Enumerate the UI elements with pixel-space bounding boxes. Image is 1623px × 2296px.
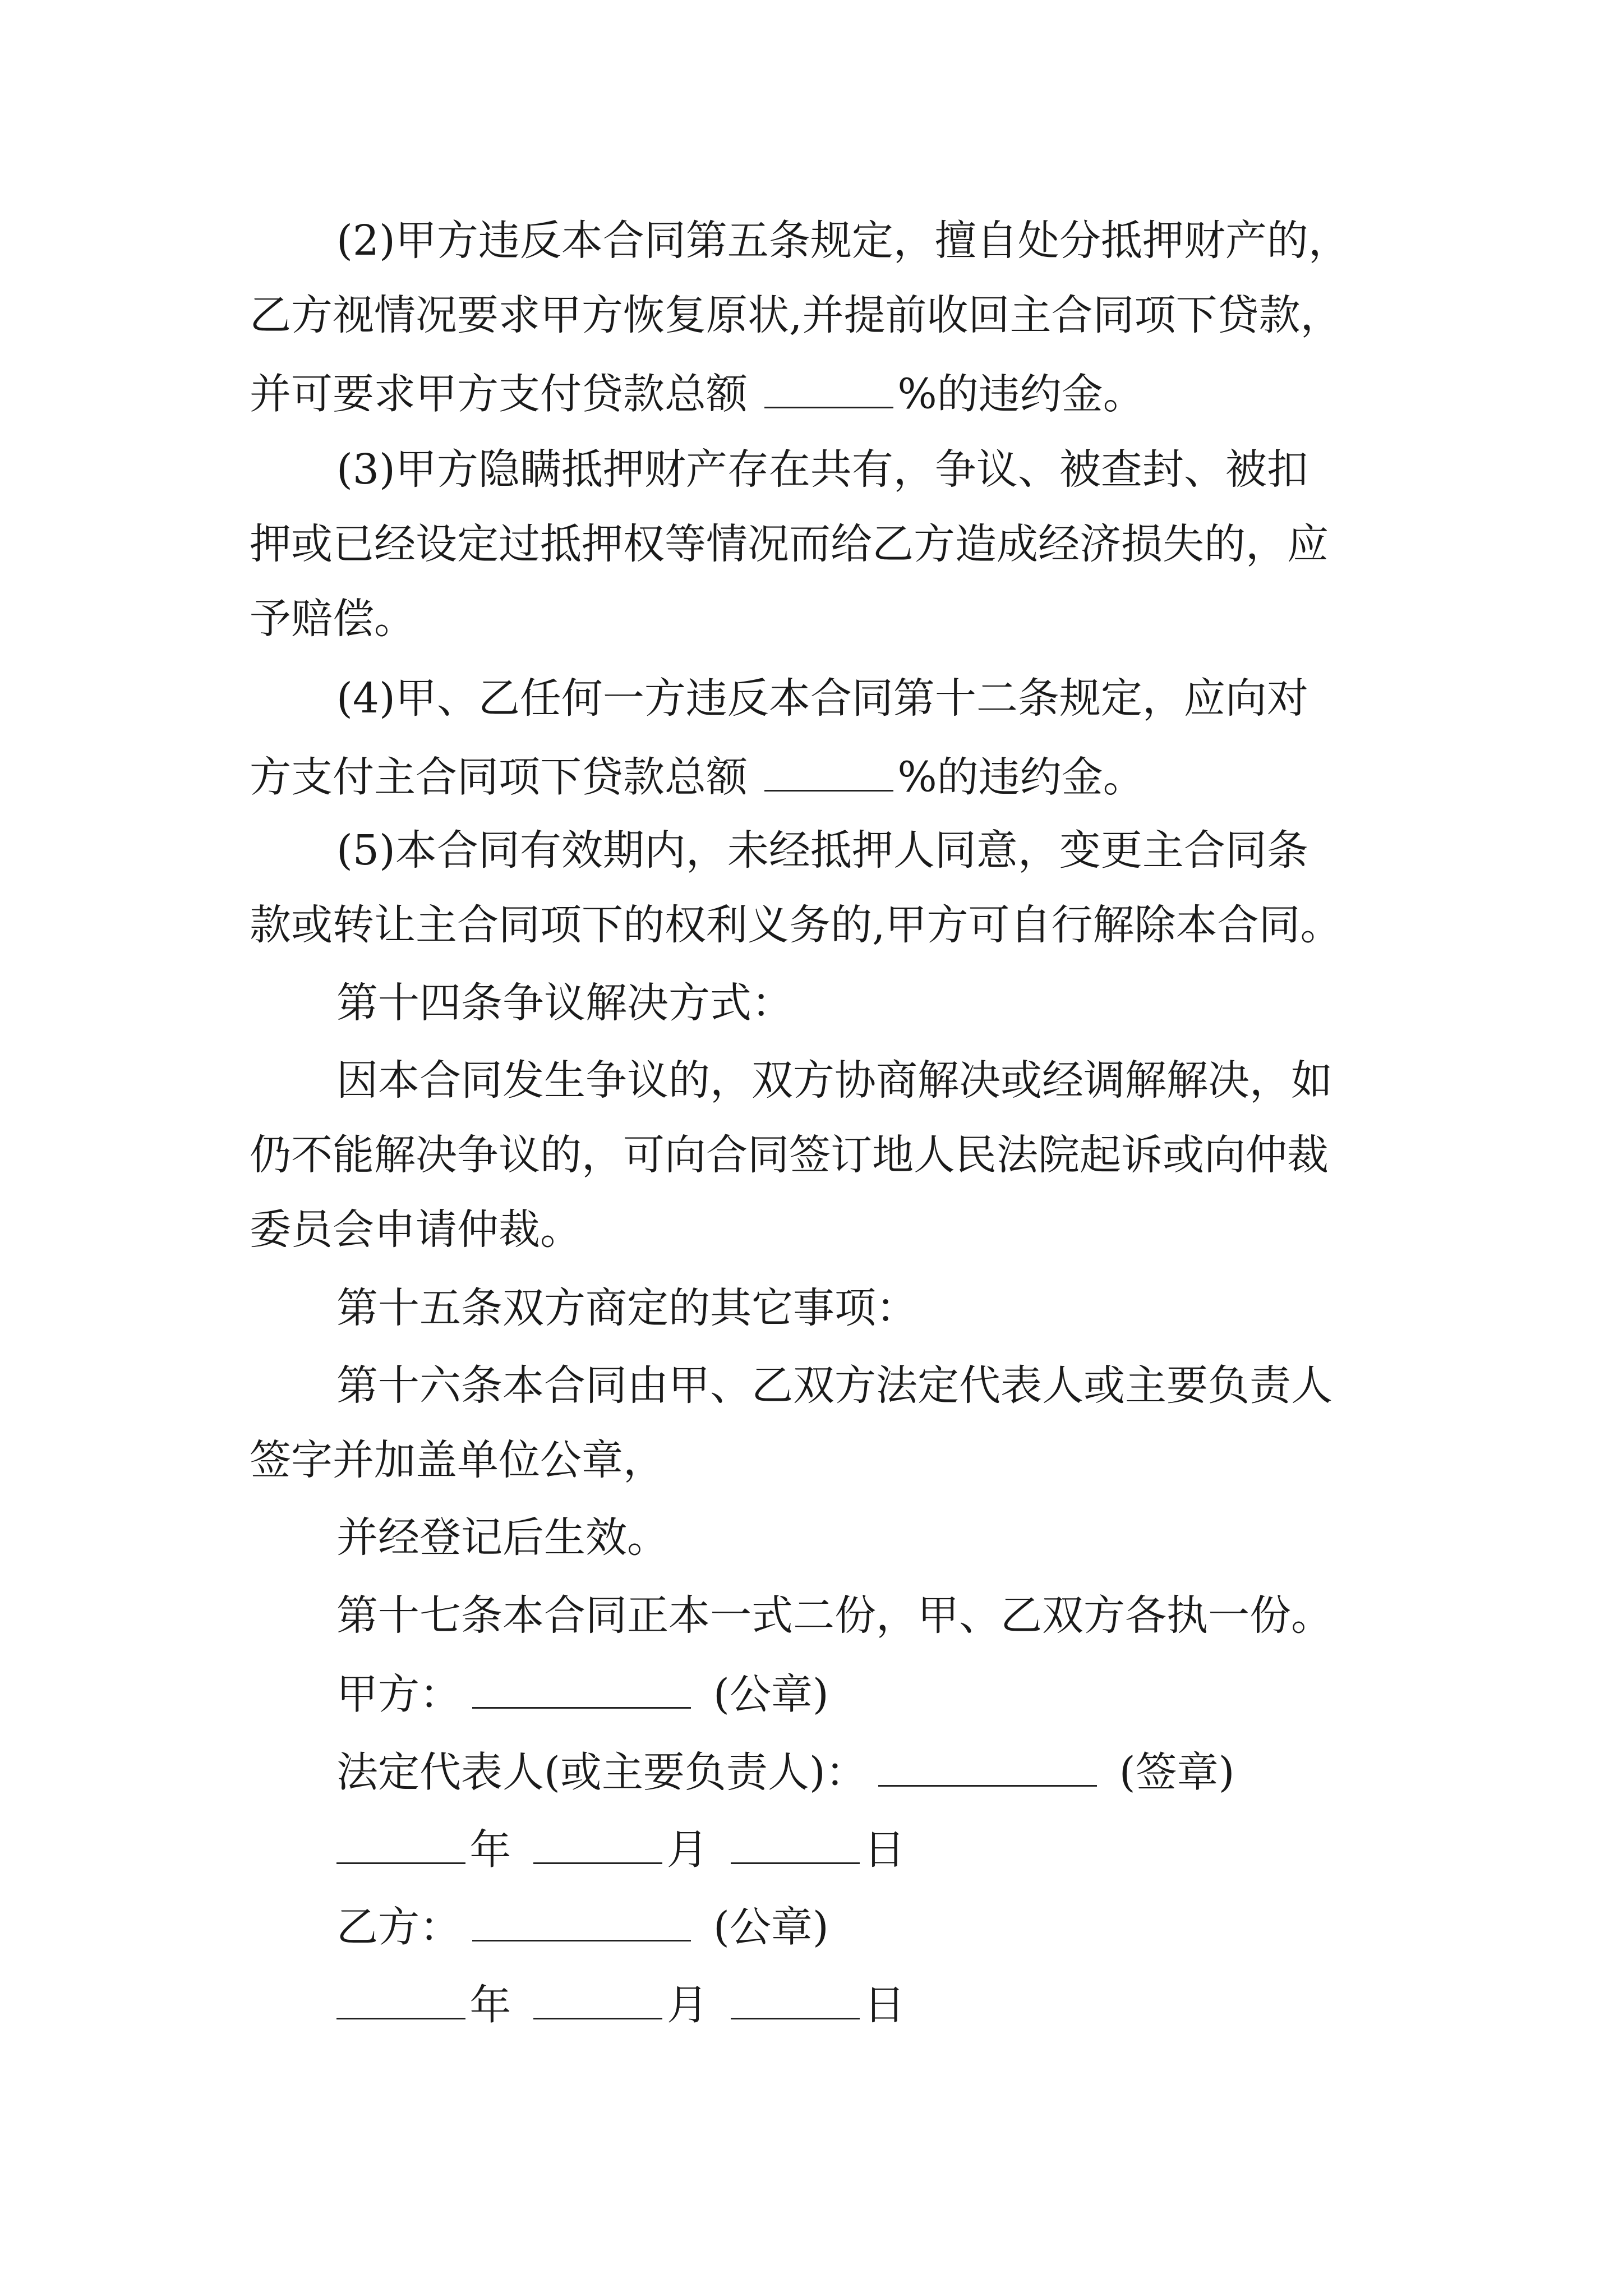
party-a-signature-line xyxy=(336,1669,829,1719)
year-label: 年 xyxy=(469,1981,511,2030)
party-a-blank xyxy=(472,1669,691,1709)
text: 方支付主合同项下贷款总额 xyxy=(250,753,748,802)
text: 仍不能解决争议的，可向合同签订地人民法院起诉或向仲裁 xyxy=(250,1131,1329,1179)
article-17-line-1 xyxy=(336,1591,1332,1640)
party-a-seal: (公章) xyxy=(713,1670,829,1719)
clause-2-line-2 xyxy=(250,291,1342,339)
percent-blank xyxy=(764,369,893,408)
clause-3-line-1 xyxy=(336,445,1308,494)
month-blank xyxy=(533,1980,662,2019)
day-label: 日 xyxy=(864,1825,906,1874)
clause-4-line-1 xyxy=(336,674,1308,723)
article-16-line-1 xyxy=(336,1361,1332,1410)
year-label: 年 xyxy=(469,1825,511,1874)
party-b-signature-line xyxy=(336,1902,829,1952)
date-line-b xyxy=(336,1980,906,2030)
text: (2)甲方违反本合同第五条规定，擅自处分抵押财产的， xyxy=(336,217,1350,265)
text: 乙方视情况要求甲方恢复原状,并提前收回主合同项下贷款， xyxy=(250,291,1342,339)
text: %的违约金。 xyxy=(897,753,1145,802)
text: 因本合同发生争议的，双方协商解决或经调解解决，如 xyxy=(336,1056,1332,1105)
clause-2-line-3 xyxy=(250,369,1145,418)
clause-3-line-2 xyxy=(250,520,1329,568)
text: 第十七条本合同正本一式二份，甲、乙双方各执一份。 xyxy=(336,1591,1332,1640)
text: 签字并加盖单位公章， xyxy=(250,1436,665,1484)
text: 款或转让主合同项下的权利义务的,甲方可自行解除本合同。 xyxy=(250,901,1342,949)
clause-5-line-1 xyxy=(336,826,1308,875)
article-14-title xyxy=(336,979,793,1027)
party-b-blank xyxy=(472,1902,691,1941)
text: (5)本合同有效期内，未经抵押人同意，变更主合同条 xyxy=(336,826,1308,875)
text: 第十四条争议解决方式： xyxy=(336,979,793,1027)
percent-blank xyxy=(764,752,893,792)
text: %的违约金。 xyxy=(897,370,1145,418)
date-line-a xyxy=(336,1825,906,1874)
year-blank xyxy=(336,1980,465,2019)
clause-2-line-1 xyxy=(336,217,1350,265)
article-15-title xyxy=(336,1284,917,1332)
party-a-label: 甲方： xyxy=(336,1670,461,1719)
month-label: 月 xyxy=(666,1981,708,2030)
text: (3)甲方隐瞒抵押财产存在共有，争议、被查封、被扣 xyxy=(336,445,1308,494)
party-b-label: 乙方： xyxy=(336,1903,461,1952)
legal-rep-seal: (签章) xyxy=(1119,1748,1235,1797)
article-14-line-3 xyxy=(250,1205,582,1254)
article-16-line-3 xyxy=(336,1513,668,1562)
text: 第十五条双方商定的其它事项： xyxy=(336,1284,917,1332)
text: 并可要求甲方支付贷款总额 xyxy=(250,370,748,418)
text: 第十六条本合同由甲、乙双方法定代表人或主要负责人 xyxy=(336,1361,1332,1410)
month-blank xyxy=(533,1825,662,1864)
legal-rep-blank xyxy=(878,1747,1097,1787)
text: 并经登记后生效。 xyxy=(336,1513,668,1562)
legal-rep-label: 法定代表人(或主要负责人)： xyxy=(336,1748,867,1797)
day-label: 日 xyxy=(864,1981,906,2030)
year-blank xyxy=(336,1825,465,1864)
text: 予赔偿。 xyxy=(250,595,416,643)
legal-rep-signature-line xyxy=(336,1747,1235,1797)
article-14-line-1 xyxy=(336,1056,1332,1105)
article-14-line-2 xyxy=(250,1131,1329,1179)
clause-5-line-2 xyxy=(250,901,1342,949)
month-label: 月 xyxy=(666,1825,708,1874)
clause-3-line-3 xyxy=(250,595,416,643)
party-b-seal: (公章) xyxy=(713,1903,829,1952)
text: 押或已经设定过抵押权等情况而给乙方造成经济损失的，应 xyxy=(250,520,1329,568)
clause-4-line-2 xyxy=(250,752,1145,802)
article-16-line-2 xyxy=(250,1436,665,1484)
text: 委员会申请仲裁。 xyxy=(250,1205,582,1254)
day-blank xyxy=(731,1980,860,2019)
text: (4)甲、乙任何一方违反本合同第十二条规定，应向对 xyxy=(336,674,1308,723)
day-blank xyxy=(731,1825,860,1864)
